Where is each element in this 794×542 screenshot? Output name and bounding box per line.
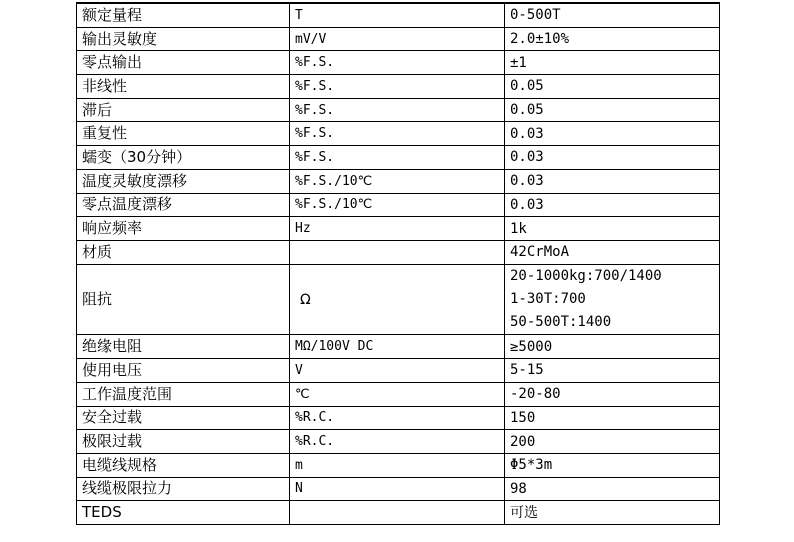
param-name: 零点输出 (77, 51, 290, 75)
param-name: TEDS (77, 501, 290, 525)
param-value: Φ5*3m (505, 453, 720, 477)
param-name: 工作温度范围 (77, 382, 290, 406)
param-unit: MΩ/100V DC (290, 335, 505, 359)
param-value: 150 (505, 406, 720, 430)
param-unit: mV/V (290, 27, 505, 51)
param-name: 温度灵敏度漂移 (77, 169, 290, 193)
table-row (77, 382, 720, 406)
param-unit: %F.S. (290, 75, 505, 99)
param-value: 0.03 (505, 122, 720, 146)
impedance-line: 20-1000kg:700/1400 (510, 267, 662, 284)
table-row (77, 193, 720, 217)
spec-table (76, 2, 720, 525)
param-unit: %F.S. (290, 146, 505, 170)
param-unit: N (290, 477, 505, 501)
param-value: ±1 (505, 51, 720, 75)
table-row (77, 501, 720, 525)
param-unit: %F.S. (290, 98, 505, 122)
param-unit: Ω (290, 264, 505, 335)
param-value: 0.05 (505, 75, 720, 99)
table-row (77, 406, 720, 430)
table-row (77, 477, 720, 501)
param-value: 200 (505, 430, 720, 454)
param-value: 0.03 (505, 146, 720, 170)
param-value: 2.0±10% (505, 27, 720, 51)
table-row (77, 430, 720, 454)
param-name: 电缆线规格 (77, 453, 290, 477)
table-row (77, 453, 720, 477)
param-name: 材质 (77, 240, 290, 264)
param-value: 0.03 (505, 193, 720, 217)
param-name: 蠕变（30分钟） (77, 146, 290, 170)
table-row (77, 3, 720, 27)
param-unit: %R.C. (290, 430, 505, 454)
param-name: 非线性 (77, 75, 290, 99)
param-unit: V (290, 359, 505, 383)
param-unit: %F.S./10℃ (290, 193, 505, 217)
param-unit: %F.S./10℃ (290, 169, 505, 193)
param-name: 线缆极限拉力 (77, 477, 290, 501)
table-row (77, 98, 720, 122)
param-unit: Hz (290, 217, 505, 241)
table-row (77, 240, 720, 264)
table-row (77, 169, 720, 193)
param-name: 滞后 (77, 98, 290, 122)
param-value: 0.03 (505, 169, 720, 193)
param-value: 5-15 (505, 359, 720, 383)
param-name: 安全过载 (77, 406, 290, 430)
table-row (77, 27, 720, 51)
impedance-line: 1-30T:700 (510, 290, 586, 307)
table-row (77, 75, 720, 99)
param-value: -20-80 (505, 382, 720, 406)
param-value: 0.05 (505, 98, 720, 122)
param-name: 阻抗 (77, 264, 290, 335)
param-value: 可选 (505, 501, 720, 525)
impedance-line: 50-500T:1400 (510, 314, 612, 331)
param-unit: %R.C. (290, 406, 505, 430)
param-unit (290, 501, 505, 525)
param-unit: %F.S. (290, 51, 505, 75)
param-unit (290, 240, 505, 264)
param-name: 重复性 (77, 122, 290, 146)
param-name: 极限过载 (77, 430, 290, 454)
param-unit: T (290, 3, 505, 27)
param-value-multiline (505, 264, 720, 335)
table-row (77, 122, 720, 146)
param-name: 输出灵敏度 (77, 27, 290, 51)
param-name: 额定量程 (77, 3, 290, 27)
param-value: 42CrMoA (505, 240, 720, 264)
table-row (77, 217, 720, 241)
table-row (77, 264, 720, 335)
param-name: 零点温度漂移 (77, 193, 290, 217)
param-value: 0-500T (505, 3, 720, 27)
param-name: 使用电压 (77, 359, 290, 383)
table-row (77, 146, 720, 170)
param-unit: m (290, 453, 505, 477)
param-value: 1k (505, 217, 720, 241)
param-unit: ℃ (290, 382, 505, 406)
param-unit: %F.S. (290, 122, 505, 146)
param-name: 绝缘电阻 (77, 335, 290, 359)
param-name: 响应频率 (77, 217, 290, 241)
param-value: ≥5000 (505, 335, 720, 359)
table-row (77, 51, 720, 75)
table-row (77, 359, 720, 383)
param-value: 98 (505, 477, 720, 501)
table-row (77, 335, 720, 359)
